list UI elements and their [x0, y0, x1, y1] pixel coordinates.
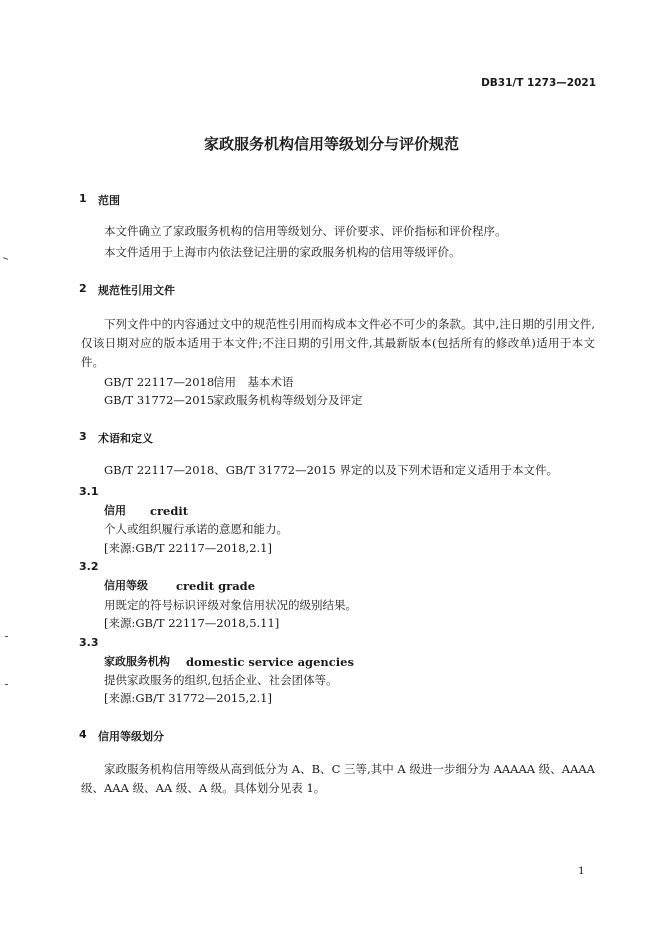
section-4-paragraph: 家政服务机构信用等级从高到低分为 A、B、C 三等,其中 A 级进一步细分为 AAAAA 级、AAAA级、AAA 级、AA 级、A 级。具体划分见表 1。: [81, 762, 595, 795]
document-title: 家政服务机构信用等级划分与评价规范: [203, 135, 459, 153]
reference-2-code: GB/T 31772—2015: [104, 393, 215, 407]
section-3-number: 3: [79, 430, 87, 443]
term-2-number: 3.2: [79, 560, 99, 573]
section-1-paragraph-2: 本文件适用于上海市内依法登记注册的家政服务机构的信用等级评价。: [104, 245, 461, 259]
section-3-heading: 术语和定义: [98, 432, 153, 445]
scan-mark: [5, 684, 8, 685]
reference-2-title: 家政服务机构等级划分及评定: [213, 393, 363, 407]
page-number: 1: [578, 865, 585, 877]
term-1-number: 3.1: [79, 485, 99, 498]
reference-1-title: 信用 基本术语: [213, 375, 294, 389]
section-4-heading: 信用等级划分: [98, 730, 164, 743]
term-1-english: credit: [150, 504, 189, 518]
term-2-chinese: 信用等级: [104, 579, 148, 592]
section-2-heading: 规范性引用文件: [98, 284, 175, 297]
term-3-number: 3.3: [79, 636, 99, 649]
term-2-source: [来源:GB/T 22117—2018,5.11]: [104, 616, 280, 630]
section-1-heading: 范围: [98, 194, 120, 207]
reference-1-code: GB/T 22117—2018: [104, 375, 215, 389]
term-1-source: [来源:GB/T 22117—2018,2.1]: [104, 541, 272, 555]
section-3-intro: GB/T 22117—2018、GB/T 31772—2015 界定的以及下列术语和定义适用于本文件。: [104, 463, 559, 477]
section-1-paragraph-1: 本文件确立了家政服务机构的信用等级划分、评价要求、评价指标和评价程序。: [104, 224, 507, 238]
term-3-source: [来源:GB/T 31772—2015,2.1]: [104, 691, 272, 705]
term-2-definition: 用既定的符号标识评级对象信用状况的级别结果。: [104, 598, 357, 612]
term-1-chinese: 信用: [104, 504, 126, 517]
scan-mark: [3, 257, 8, 260]
term-3-chinese: 家政服务机构: [104, 655, 170, 668]
section-1-number: 1: [79, 192, 87, 205]
scan-mark: [5, 636, 8, 637]
term-2-english: credit grade: [176, 579, 256, 593]
section-4-number: 4: [79, 728, 87, 741]
term-3-definition: 提供家政服务的组织,包括企业、社会团体等。: [104, 673, 338, 687]
section-2-number: 2: [79, 282, 87, 295]
term-1-definition: 个人或组织履行承诺的意愿和能力。: [104, 522, 288, 536]
section-2-intro: 下列文件中的内容通过文中的规范性引用而构成本文件必不可少的条款。其中,注日期的引用文件,仅该日期对应的版本适用于本文件;不注日期的引用文件,其最新版本(包括所有的修改单)适用于本文件。: [81, 317, 595, 369]
standard-id: DB31/T 1273—2021: [481, 77, 596, 89]
term-3-english: domestic service agencies: [186, 655, 354, 669]
